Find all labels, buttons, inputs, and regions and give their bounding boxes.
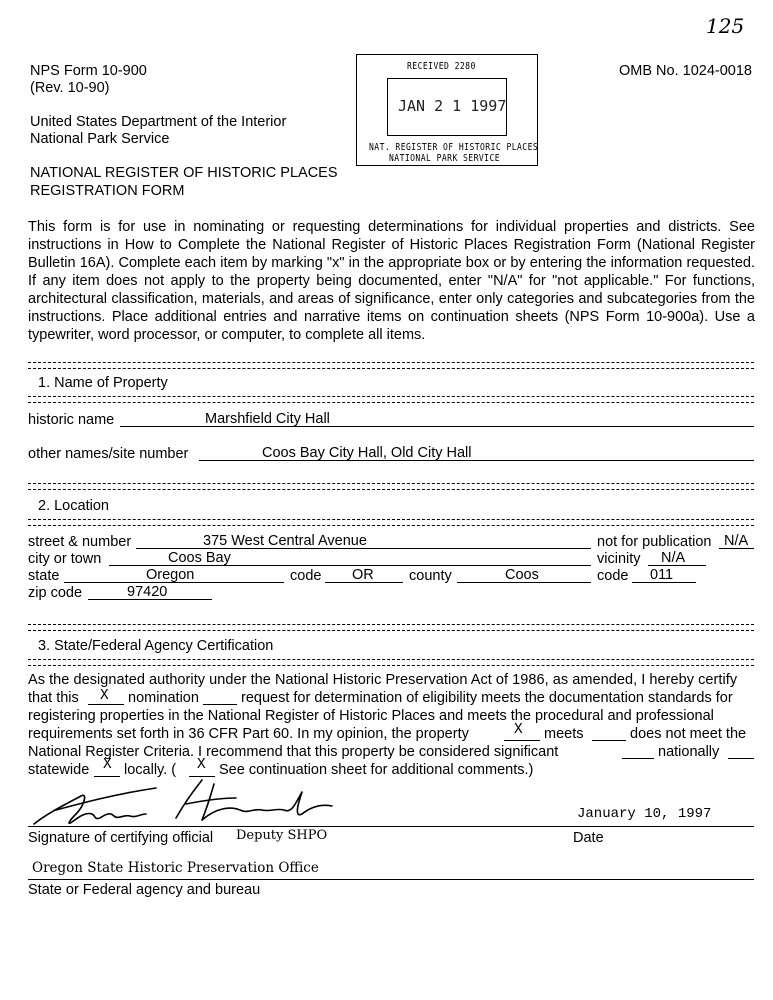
signature-label: Signature of certifying official [28,830,214,846]
signature-scribble [26,774,346,834]
other-names-label: other names/site number [28,446,189,462]
agency-value: Oregon State Historic Preservation Office [32,860,319,876]
form-revision: (Rev. 10-90) [30,80,110,96]
street-label: street & number [28,534,132,550]
divider [28,396,754,403]
cert-line2-end: request for determination of eligibility meets the documentation standards for [241,690,733,706]
form-number: NPS Form 10-900 [30,63,147,79]
cert-line4-meets: meets [544,726,584,742]
stamp-date: JAN 2 1 1997 [398,97,507,115]
city-value: Coos Bay [168,550,231,566]
cert-line4-end: does not meet the [630,726,747,742]
stamp-line2: NATIONAL PARK SERVICE [389,153,501,164]
locally-mark: X [103,757,112,773]
state-code-label: code [290,568,322,584]
section2-heading: 2. Location [38,498,109,514]
does-not-meet-mark-line [592,740,626,741]
county-code-label: code [597,568,629,584]
signature-title: Deputy SHPO [236,828,328,843]
section3-heading: 3. State/Federal Agency Certification [38,638,274,654]
service-name: National Park Service [30,131,170,147]
request-mark-line [203,704,237,705]
state-label: state [28,568,60,584]
other-names-value: Coos Bay City Hall, Old City Hall [262,445,472,461]
zip-label: zip code [28,585,83,601]
department-name: United States Department of the Interior [30,114,287,130]
county-value: Coos [505,567,539,583]
historic-name-label: historic name [28,412,115,428]
omb-number: OMB No. 1024-0018 [619,63,752,79]
state-code-value: OR [352,567,374,583]
stamp-date-box [387,78,507,136]
stamp-received: RECEIVED 2280 [407,61,476,72]
cert-line5-nationally: nationally [658,744,720,760]
vicinity-label: vicinity [597,551,641,567]
nationally-end-line [728,758,754,759]
cert-line6-locally: locally. ( [124,762,177,778]
continuation-mark: X [197,757,206,773]
cert-line3: registering properties in the National Register of Historic Places and meets the procedural and professional [28,708,714,724]
nationally-mark-line [622,758,654,759]
signature-line [28,826,754,827]
stamp-line1: NAT. REGISTER OF HISTORIC PLACES [369,142,539,153]
divider [28,624,754,631]
not-for-publication-value: N/A [724,533,749,549]
meets-mark-line [504,740,540,741]
form-title-line2: REGISTRATION FORM [30,183,185,199]
page-number-mark: 125 [706,14,745,38]
nomination-mark-line [88,704,124,705]
instructions-paragraph: This form is for use in nominating or requesting determinations for individual properties and districts. See instructions in How to Complete the National Register of Historic Places Registration Form (National Register Bulletin 16A). Complete each item by marking "x" in the appropriate box or by entering the information requested. If any item does not apply to the property being documented, enter "N/A" for "not applicable." For functions, architectural classification, materials, and areas of significance, enter only categories and subcategories from the instructions. Place additional entries and narrative items on continuation sheets (NPS Form 10-900a). Use a typewriter, word processor, or computer, to complete all items. [28,219,755,343]
cert-line2-start: that this [28,690,79,706]
date-label: Date [573,830,604,846]
section1-heading: 1. Name of Property [38,375,168,391]
cert-line6-end: See continuation sheet for additional comments.) [219,762,534,778]
agency-line [28,879,754,880]
city-label: city or town [28,551,102,567]
county-code-value: 011 [650,567,674,583]
cert-line6-start: statewide [28,762,90,778]
divider [28,483,754,490]
cert-line2-nomination: nomination [128,690,199,706]
state-value: Oregon [146,567,195,583]
county-label: county [409,568,452,584]
street-value: 375 West Central Avenue [203,533,367,549]
historic-name-value: Marshfield City Hall [205,411,330,427]
agency-label: State or Federal agency and bureau [28,882,261,898]
meets-mark: X [514,722,523,738]
divider [28,519,754,526]
date-value: January 10, 1997 [577,806,712,822]
cert-line5-start: National Register Criteria. I recommend that this property be considered significant [28,744,559,760]
divider [28,659,754,666]
form-title-line1: NATIONAL REGISTER OF HISTORIC PLACES [30,165,338,181]
cert-line1: As the designated authority under the National Historic Preservation Act of 1986, as amended, I hereby certify [28,672,738,688]
vicinity-value: N/A [661,550,686,566]
received-stamp [356,54,538,166]
not-for-publication-label: not for publication [597,534,712,550]
divider [28,362,754,369]
nomination-mark: X [100,688,109,704]
cert-line4-start: requirements set forth in 36 CFR Part 60. In my opinion, the property [28,726,469,742]
zip-value: 97420 [127,584,168,600]
